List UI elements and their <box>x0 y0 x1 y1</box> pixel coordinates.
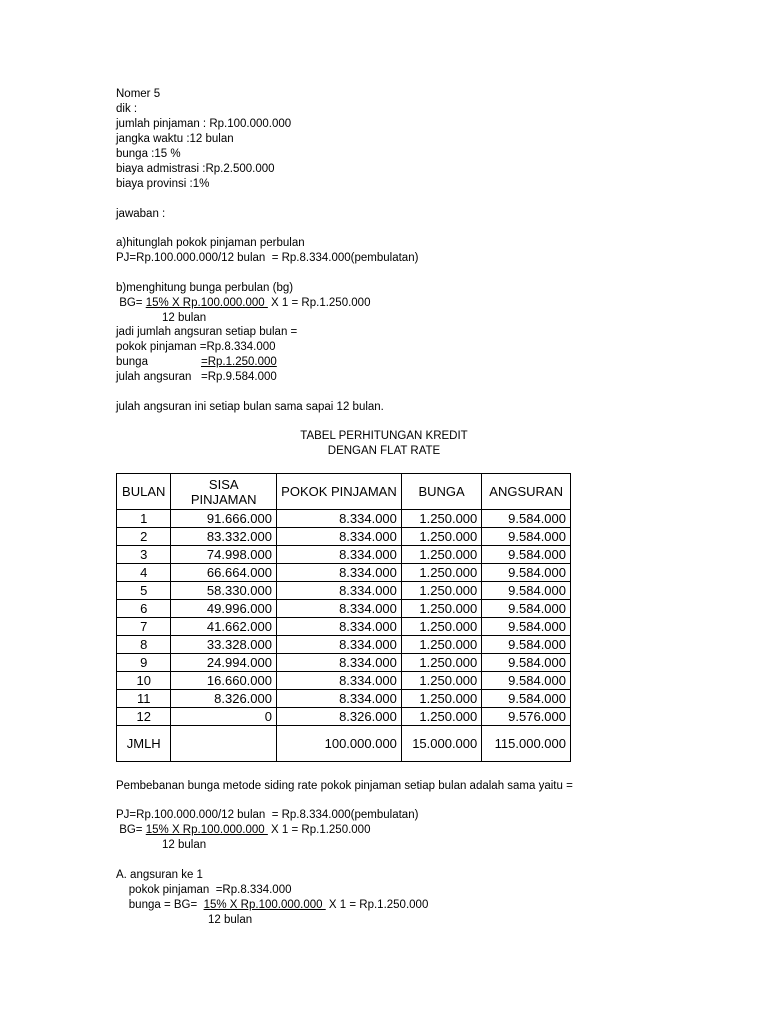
cell-bulan: 1 <box>117 510 171 528</box>
cell-pokok: 8.334.000 <box>276 618 401 636</box>
heading-nomer: Nomer 5 <box>116 88 161 100</box>
cell-angsuran: 9.584.000 <box>482 618 571 636</box>
cell-bulan: 6 <box>117 600 171 618</box>
cell-bulan: 2 <box>117 528 171 546</box>
table-title-1: TABEL PERHITUNGAN KREDIT <box>300 430 468 442</box>
cell-sisa: 0 <box>171 708 277 726</box>
biaya-provinsi: biaya provinsi :1% <box>116 178 210 190</box>
angsuran-pokok: pokok pinjaman =Rp.8.334.000 <box>116 884 292 896</box>
siding-line: Pembebanan bunga metode siding rate pokok pinjaman setiap bulan adalah sama yaitu = <box>116 780 573 792</box>
bg-numerator: 15% X Rp.100.000.000 <box>145 297 268 309</box>
cell-bunga: 1.250.000 <box>401 600 481 618</box>
cell-bunga: 1.250.000 <box>401 618 481 636</box>
cell-sisa: 16.660.000 <box>171 672 277 690</box>
total-bunga: 15.000.000 <box>401 726 481 762</box>
cell-angsuran: 9.584.000 <box>482 654 571 672</box>
total-label: JMLH <box>117 726 171 762</box>
part-a-formula: PJ=Rp.100.000.000/12 bulan = Rp.8.334.000(pembulatan) <box>116 252 419 264</box>
credit-table <box>116 473 571 762</box>
cell-bulan: 10 <box>117 672 171 690</box>
cell-sisa: 83.332.000 <box>171 528 277 546</box>
jangka-waktu: jangka waktu :12 bulan <box>116 133 234 145</box>
table-row <box>117 600 571 618</box>
table-row <box>117 510 571 528</box>
cell-angsuran: 9.584.000 <box>482 582 571 600</box>
cell-pokok: 8.326.000 <box>276 708 401 726</box>
cell-bulan: 11 <box>117 690 171 708</box>
cell-sisa: 49.996.000 <box>171 600 277 618</box>
angsuran-bunga-prefix: bunga = BG= <box>116 899 204 911</box>
cell-bunga: 1.250.000 <box>401 582 481 600</box>
table-row <box>117 636 571 654</box>
bg-prefix-2: BG= <box>116 824 146 836</box>
angsuran-bunga-denominator: 12 bulan <box>208 914 253 926</box>
cell-pokok: 8.334.000 <box>276 654 401 672</box>
angsuran-bunga-numerator: 15% X Rp.100.000.000 <box>203 899 326 911</box>
cell-pokok: 8.334.000 <box>276 564 401 582</box>
cell-bunga: 1.250.000 <box>401 654 481 672</box>
header-sisa-pinjaman: SISA PINJAMAN <box>171 474 277 510</box>
cell-angsuran: 9.584.000 <box>482 546 571 564</box>
cell-bulan: 12 <box>117 708 171 726</box>
cell-sisa: 74.998.000 <box>171 546 277 564</box>
header-bunga: BUNGA <box>401 474 481 510</box>
total-pokok: 100.000.000 <box>276 726 401 762</box>
bunga-value: =Rp.1.250.000 <box>201 356 277 368</box>
cell-pokok: 8.334.000 <box>276 690 401 708</box>
cell-pokok: 8.334.000 <box>276 672 401 690</box>
pj-line: PJ=Rp.100.000.000/12 bulan = Rp.8.334.000(pembulatan) <box>116 809 419 821</box>
dik-label: dik : <box>116 103 138 115</box>
cell-bulan: 8 <box>117 636 171 654</box>
table-body <box>117 510 571 762</box>
bg-formula-2 <box>116 823 370 838</box>
cell-sisa: 24.994.000 <box>171 654 277 672</box>
cell-bulan: 9 <box>117 654 171 672</box>
table-total-row <box>117 726 571 762</box>
cell-bulan: 5 <box>117 582 171 600</box>
cell-angsuran: 9.584.000 <box>482 690 571 708</box>
cell-bunga: 1.250.000 <box>401 564 481 582</box>
total-angsuran: 115.000.000 <box>482 726 571 762</box>
bunga-line <box>116 355 277 370</box>
cell-angsuran: 9.584.000 <box>482 672 571 690</box>
cell-pokok: 8.334.000 <box>276 582 401 600</box>
header-pokok-pinjaman: POKOK PINJAMAN <box>276 474 401 510</box>
bg-suffix-2: X 1 = Rp.1.250.000 <box>267 824 371 836</box>
cell-bunga: 1.250.000 <box>401 636 481 654</box>
bg-formula <box>116 296 370 311</box>
jawaban-label: jawaban : <box>116 208 166 220</box>
bg-denominator: 12 bulan <box>162 312 207 324</box>
biaya-admistrasi: biaya admistrasi :Rp.2.500.000 <box>116 163 275 175</box>
pokok-line: pokok pinjaman =Rp.8.334.000 <box>116 341 276 353</box>
table-row <box>117 618 571 636</box>
cell-bulan: 4 <box>117 564 171 582</box>
table-row <box>117 546 571 564</box>
bg-numerator-2: 15% X Rp.100.000.000 <box>145 824 268 836</box>
cell-bunga: 1.250.000 <box>401 546 481 564</box>
cell-sisa: 91.666.000 <box>171 510 277 528</box>
julah-line: julah angsuran =Rp.9.584.000 <box>116 371 277 383</box>
bunga: bunga :15 % <box>116 148 181 160</box>
cell-sisa: 33.328.000 <box>171 636 277 654</box>
cell-pokok: 8.334.000 <box>276 546 401 564</box>
cell-bulan: 7 <box>117 618 171 636</box>
cell-angsuran: 9.584.000 <box>482 528 571 546</box>
table-title-2: DENGAN FLAT RATE <box>327 445 441 457</box>
cell-sisa: 66.664.000 <box>171 564 277 582</box>
bunga-label: bunga <box>116 356 148 368</box>
bg-prefix: BG= <box>116 297 146 309</box>
angsuran-title: A. angsuran ke 1 <box>116 869 203 881</box>
part-b-title: b)menghitung bunga perbulan (bg) <box>116 282 294 294</box>
cell-pokok: 8.334.000 <box>276 528 401 546</box>
cell-sisa: 41.662.000 <box>171 618 277 636</box>
closing-line: julah angsuran ini setiap bulan sama sapai 12 bulan. <box>116 401 384 413</box>
table-row <box>117 564 571 582</box>
table-header-row <box>117 474 571 510</box>
jumlah-pinjaman: jumlah pinjaman : Rp.100.000.000 <box>116 118 292 130</box>
cell-sisa: 8.326.000 <box>171 690 277 708</box>
table-row <box>117 672 571 690</box>
cell-pokok: 8.334.000 <box>276 636 401 654</box>
cell-angsuran: 9.584.000 <box>482 510 571 528</box>
cell-angsuran: 9.584.000 <box>482 600 571 618</box>
cell-bunga: 1.250.000 <box>401 672 481 690</box>
cell-bunga: 1.250.000 <box>401 690 481 708</box>
table-row <box>117 654 571 672</box>
cell-bunga: 1.250.000 <box>401 528 481 546</box>
total-sisa <box>171 726 277 762</box>
summary-line: jadi jumlah angsuran setiap bulan = <box>116 326 298 338</box>
table-row <box>117 690 571 708</box>
angsuran-bunga <box>116 898 428 913</box>
cell-angsuran: 9.584.000 <box>482 636 571 654</box>
table-row <box>117 708 571 726</box>
cell-pokok: 8.334.000 <box>276 600 401 618</box>
header-bulan: BULAN <box>117 474 171 510</box>
cell-angsuran: 9.576.000 <box>482 708 571 726</box>
cell-bulan: 3 <box>117 546 171 564</box>
header-angsuran: ANGSURAN <box>482 474 571 510</box>
cell-bunga: 1.250.000 <box>401 510 481 528</box>
cell-pokok: 8.334.000 <box>276 510 401 528</box>
cell-angsuran: 9.584.000 <box>482 564 571 582</box>
cell-bunga: 1.250.000 <box>401 708 481 726</box>
bg-denominator-2: 12 bulan <box>162 839 207 851</box>
table-row <box>117 582 571 600</box>
angsuran-bunga-suffix: X 1 = Rp.1.250.000 <box>325 899 429 911</box>
part-a-title: a)hitunglah pokok pinjaman perbulan <box>116 237 305 249</box>
cell-sisa: 58.330.000 <box>171 582 277 600</box>
bg-suffix: X 1 = Rp.1.250.000 <box>267 297 371 309</box>
table-row <box>117 528 571 546</box>
